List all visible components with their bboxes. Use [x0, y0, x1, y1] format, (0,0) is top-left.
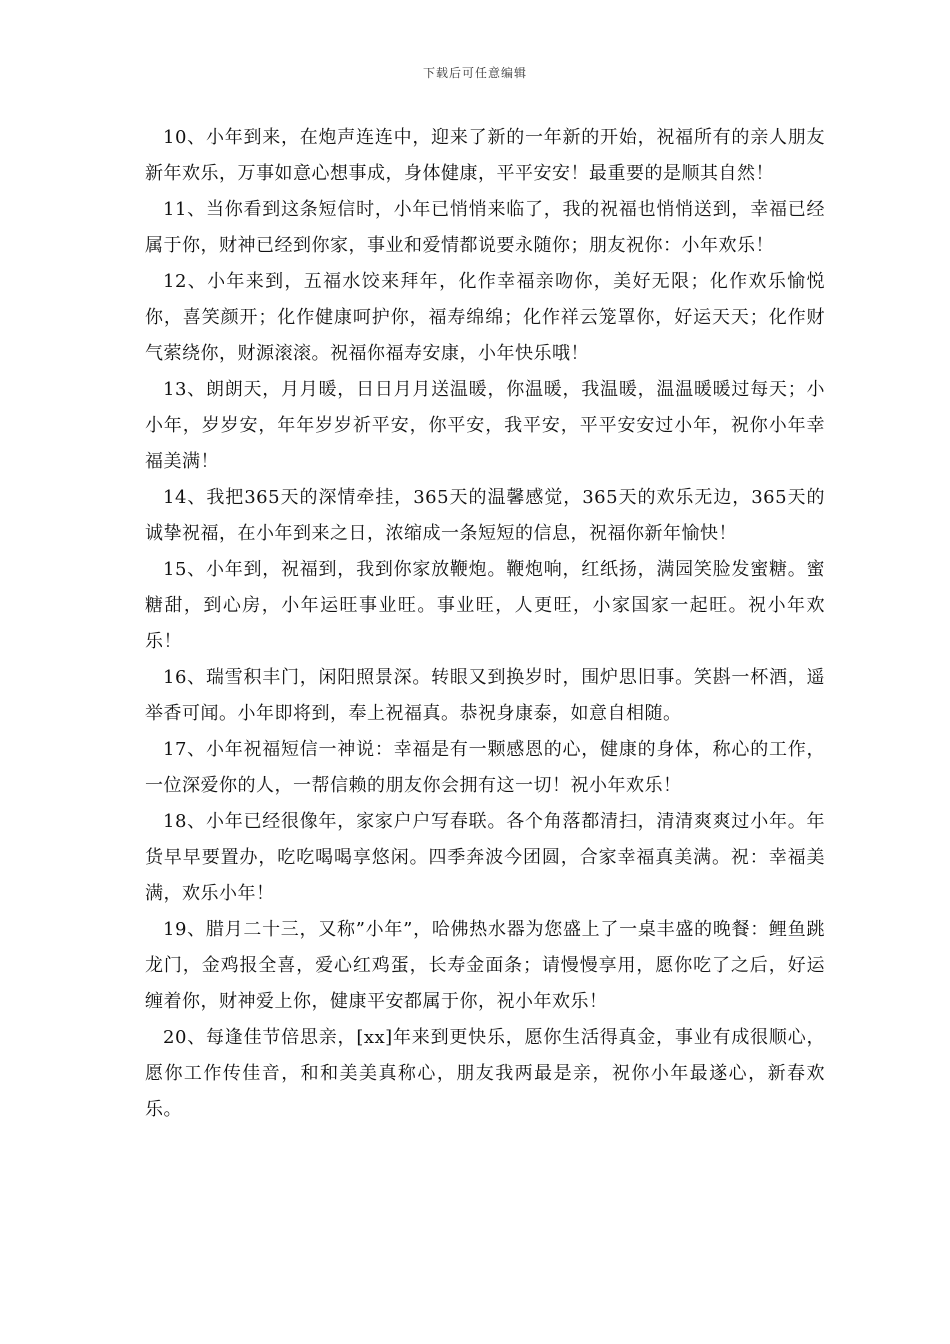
paragraph: 17、小年祝福短信一神说：幸福是有一颗感恩的心，健康的身体，称心的工作，一位深爱你的人，一帮信赖的朋友你会拥有这一切！祝小年欢乐！ — [145, 739, 825, 796]
document-body — [145, 120, 825, 1128]
paragraph: 20、每逢佳节倍思亲，[xx]年来到更快乐，愿你生活得真金，事业有成很顺心，愿你工作传佳音，和和美美真称心，朋友我两最是亲，祝你小年最遂心，新春欢乐。 — [145, 1027, 825, 1120]
header-note: 下载后可任意编辑 — [422, 66, 527, 80]
paragraph: 10、小年到来，在炮声连连中，迎来了新的一年新的开始，祝福所有的亲人朋友新年欢乐，万事如意心想事成，身体健康，平平安安！最重要的是顺其自然！ — [145, 127, 825, 184]
paragraph: 13、朗朗天，月月暖，日日月月送温暖，你温暖，我温暖，温温暖暖过每天；小小年，岁岁安，年年岁岁祈平安，你平安，我平安，平平安安过小年，祝你小年幸福美满！ — [145, 379, 825, 472]
paragraph: 15、小年到，祝福到，我到你家放鞭炮。鞭炮响，红纸扬，满园笑脸发蜜糖。蜜糖甜，到心房，小年运旺事业旺。事业旺，人更旺，小家国家一起旺。祝小年欢乐！ — [145, 559, 825, 652]
paragraph: 18、小年已经很像年，家家户户写春联。各个角落都清扫，清清爽爽过小年。年货早早要置办，吃吃喝喝享悠闲。四季奔波今团圆，合家幸福真美满。祝：幸福美满，欢乐小年！ — [145, 811, 825, 904]
paragraph: 16、瑞雪积丰门，闲阳照景深。转眼又到换岁时，围炉思旧事。笑斟一杯酒，遥举香可闻。小年即将到，奉上祝福真。恭祝身康泰，如意自相随。 — [145, 667, 825, 724]
paragraph: 19、腊月二十三，又称”小年”，哈佛热水器为您盛上了一桌丰盛的晚餐：鲤鱼跳龙门，金鸡报全喜，爱心红鸡蛋，长寿金面条；请慢慢享用，愿你吃了之后，好运缠着你，财神爱上你，健康平安都属于你，祝小年欢乐！ — [145, 919, 825, 1012]
paragraph: 14、我把365天的深情牵挂，365天的温馨感觉，365天的欢乐无边，365天的诚挚祝福，在小年到来之日，浓缩成一条短短的信息，祝福你新年愉快！ — [145, 487, 825, 544]
paragraph: 12、小年来到，五福水饺来拜年，化作幸福亲吻你，美好无限；化作欢乐愉悦你，喜笑颜开；化作健康呵护你，福寿绵绵；化作祥云笼罩你，好运天天；化作财气萦绕你，财源滚滚。祝福你福寿安康，小年快乐哦！ — [145, 271, 825, 364]
paragraph: 11、当你看到这条短信时，小年已悄悄来临了，我的祝福也悄悄送到，幸福已经属于你，财神已经到你家，事业和爱情都说要永随你；朋友祝你：小年欢乐！ — [145, 199, 825, 256]
